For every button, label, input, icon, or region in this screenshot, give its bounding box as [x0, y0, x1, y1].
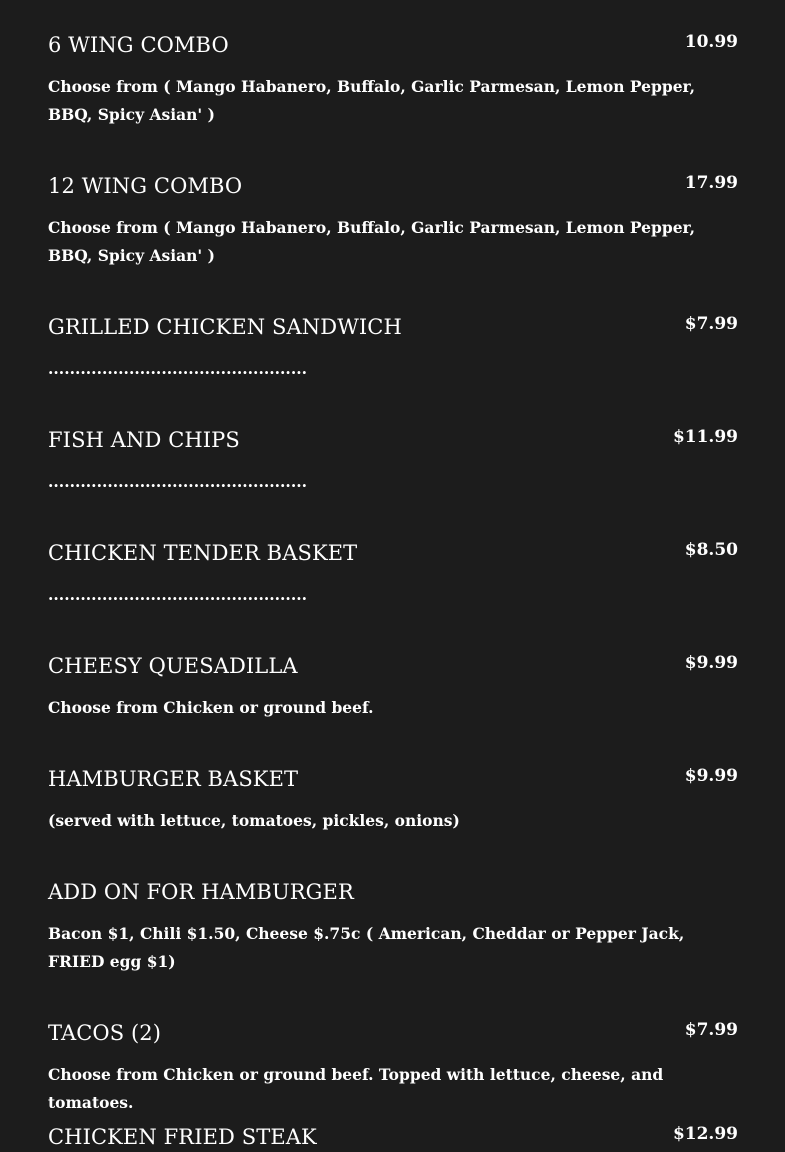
- menu-item: [48, 425, 738, 491]
- menu-item-header: [48, 312, 738, 342]
- menu-item: [48, 312, 738, 378]
- menu-item-price: $9.99: [684, 766, 738, 786]
- menu-item-price: $7.99: [684, 1020, 738, 1040]
- menu-item-description: ................................................: [48, 472, 308, 491]
- menu-item: [48, 764, 738, 830]
- menu-item-name: CHEESY QUESADILLA: [48, 654, 298, 678]
- menu-item-description: (served with lettuce, tomatoes, pickles, onions): [48, 811, 460, 830]
- menu-item-name: 12 WING COMBO: [48, 174, 243, 198]
- menu-item-header: [48, 651, 738, 681]
- menu-item-header: [48, 425, 738, 455]
- menu-item-header: [48, 30, 738, 60]
- menu-item-description: Bacon $1, Chili $1.50, Cheese $.75c ( American, Cheddar or Pepper Jack, FRIED egg $1): [48, 924, 685, 971]
- menu-item: [48, 651, 738, 717]
- menu-item-description: Choose from Chicken or ground beef.: [48, 698, 374, 717]
- menu-item: [48, 538, 738, 604]
- menu-item-description: Choose from ( Mango Habanero, Buffalo, Garlic Parmesan, Lemon Pepper, BBQ, Spicy Asian' ): [48, 218, 695, 265]
- menu-item-price: $8.50: [684, 540, 738, 560]
- menu-item-header: [48, 764, 738, 794]
- menu-item-header: [48, 171, 738, 201]
- menu-item: [48, 877, 738, 971]
- menu-item-name: HAMBURGER BASKET: [48, 767, 299, 791]
- menu-item-name: FISH AND CHIPS: [48, 428, 240, 452]
- menu-item: [48, 171, 738, 265]
- menu-item: [48, 1018, 738, 1112]
- menu-item-price: $12.99: [672, 1124, 738, 1144]
- menu-item-description: ................................................: [48, 359, 308, 378]
- menu-item-price: $11.99: [672, 427, 738, 447]
- menu-item-name: 6 WING COMBO: [48, 33, 229, 57]
- menu-item-name: GRILLED CHICKEN SANDWICH: [48, 315, 402, 339]
- menu-item-description: ................................................: [48, 585, 308, 604]
- menu-item-header: [48, 1018, 738, 1048]
- menu-item-header: [48, 1122, 738, 1152]
- menu-item: [48, 30, 738, 124]
- menu-item-name: ADD ON FOR HAMBURGER: [48, 880, 354, 904]
- menu-item-price: $9.99: [684, 653, 738, 673]
- menu-item-price: 17.99: [684, 173, 738, 193]
- menu-item-description: Choose from ( Mango Habanero, Buffalo, Garlic Parmesan, Lemon Pepper, BBQ, Spicy Asian' ): [48, 77, 695, 124]
- menu-item: [48, 1122, 738, 1152]
- menu-item-price: $7.99: [684, 314, 738, 334]
- menu-item-name: CHICKEN TENDER BASKET: [48, 541, 358, 565]
- menu-item-description: Choose from Chicken or ground beef. Topped with lettuce, cheese, and tomatoes.: [48, 1065, 664, 1112]
- menu-item-name: TACOS (2): [48, 1021, 162, 1045]
- menu-item-name: CHICKEN FRIED STEAK: [48, 1125, 317, 1149]
- menu-item-header: [48, 538, 738, 568]
- menu-item-header: [48, 877, 738, 907]
- menu-item-price: 10.99: [684, 32, 738, 52]
